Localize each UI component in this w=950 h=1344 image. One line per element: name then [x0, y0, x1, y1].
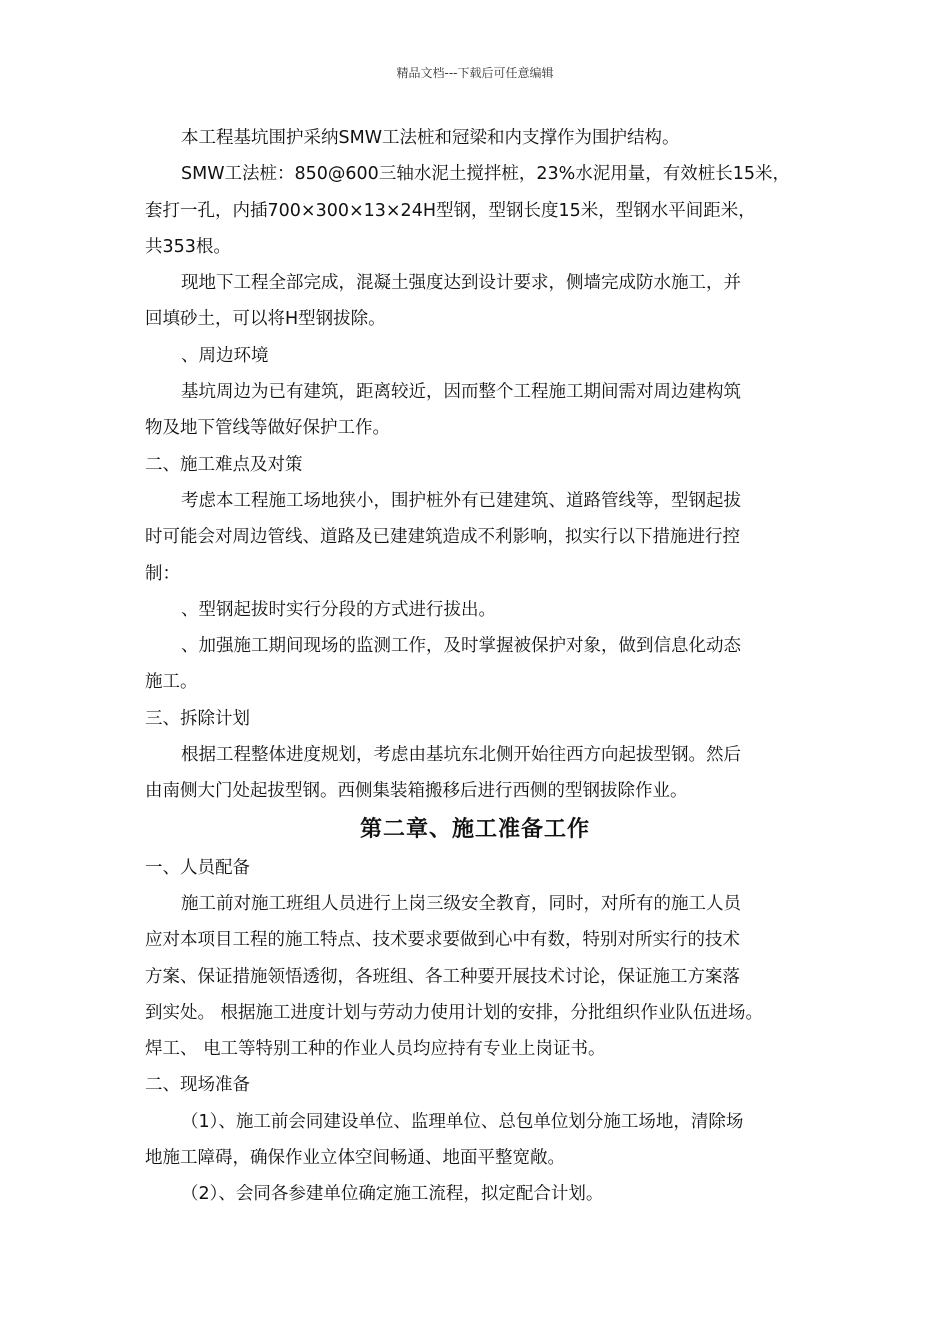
section-heading: 二、现场准备: [145, 1075, 250, 1096]
paragraph-line: 套打一孔，内插700×300×13×24H型钢，型钢长度15米，型钢水平间距米，: [145, 200, 756, 221]
list-item: （2）、会同各参建单位确定施工流程，拟定配合计划。: [181, 1184, 604, 1205]
paragraph-line: 方案、保证措施领悟透彻，各班组、各工种要开展技术讨论，保证施工方案落: [145, 966, 740, 987]
section-heading: 、周边环境: [181, 345, 269, 366]
list-item: （1）、施工前会同建设单位、监理单位、总包单位划分施工场地，清除场: [181, 1111, 744, 1132]
paragraph-line: 焊工、 电工等特别工种的作业人员均应持有专业上岗证书。: [145, 1039, 606, 1060]
paragraph-line: 由南侧大门处起拔型钢。西侧集装箱搬移后进行西侧的型钢拔除作业。: [145, 781, 688, 802]
paragraph-line: 地施工障碍，确保作业立体空间畅通、地面平整宽敞。: [145, 1148, 565, 1169]
paragraph-line: 现地下工程全部完成，混凝土强度达到设计要求，侧墙完成防水施工，并: [181, 273, 741, 294]
paragraph-line: 考虑本工程施工场地狭小，围护桩外有已建建筑、道路管线等，型钢起拔: [181, 490, 741, 511]
paragraph-line: 本工程基坑围护采纳SMW工法桩和冠梁和内支撑作为围护结构。: [181, 128, 680, 148]
paragraph-line: SMW工法桩：850@600三轴水泥土搅拌桩，23%水泥用量，有效桩长15米，: [181, 164, 790, 185]
paragraph-line: 施工。: [145, 672, 198, 693]
paragraph-line: 回填砂土，可以将H型钢拔除。: [145, 309, 386, 330]
paragraph-line: 到实处。 根据施工进度计划与劳动力使用计划的安排，分批组织作业队伍进场。: [145, 1002, 764, 1023]
paragraph-line: 基坑周边为已有建筑，距离较近，因而整个工程施工期间需对周边建构筑: [181, 382, 741, 403]
paragraph-line: 根据工程整体进度规划，考虑由基坑东北侧开始往西方向起拔型钢。然后: [181, 745, 741, 766]
section-heading: 二、施工难点及对策: [145, 454, 303, 475]
page-header: 精品文档---下载后可任意编辑: [396, 66, 554, 80]
paragraph-line: 施工前对施工班组人员进行上岗三级安全教育，同时，对所有的施工人员: [181, 893, 741, 914]
paragraph-line: 制：: [145, 563, 180, 584]
paragraph-line: 物及地下管线等做好保护工作。: [145, 418, 390, 439]
list-item: 、型钢起拔时实行分段的方式进行拔出。: [181, 599, 496, 620]
section-heading: 一、人员配备: [145, 857, 250, 878]
paragraph-line: 共353根。: [145, 236, 231, 257]
paragraph-line: 应对本项目工程的施工特点、技术要求要做到心中有数，特别对所实行的技术: [145, 930, 740, 951]
section-heading: 三、拆除计划: [145, 708, 250, 729]
document-body: [145, 120, 805, 1213]
paragraph-line: 时可能会对周边管线、道路及已建建筑造成不利影响，拟实行以下措施进行控: [145, 527, 740, 548]
chapter-title: 第二章、施工准备工作: [359, 816, 590, 842]
list-item: 、加强施工期间现场的监测工作，及时掌握被保护对象，做到信息化动态: [181, 636, 741, 657]
